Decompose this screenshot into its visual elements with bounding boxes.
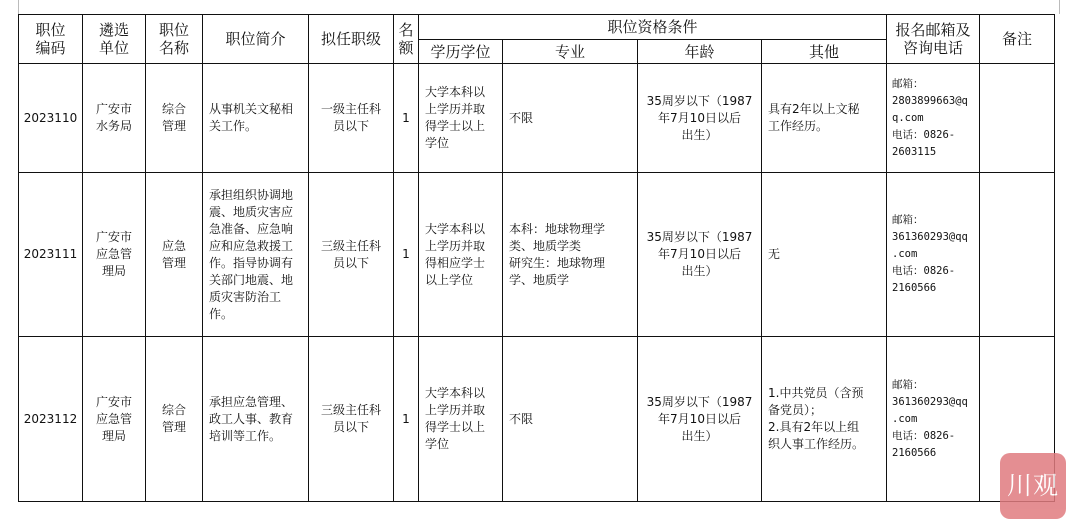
other-cell: 1.中共党员（含预 备党员）； 2.具有2年以上组 织人事工作经历。 [762,337,887,502]
header-selecting-unit: 遴选 单位 [83,15,146,64]
position-name-cell: 应急 管理 [146,173,203,337]
education-cell: 大学本科以 上学历并取 得相应学士 以上学位 [419,173,503,337]
education-cell: 大学本科以 上学历并取 得学士以上 学位 [419,337,503,502]
intro-cell: 承担应急管理、 政工人事、教育 培训等工作。 [203,337,309,502]
header-age: 年龄 [638,40,762,64]
remarks-cell [980,173,1055,337]
table-row [19,337,1055,502]
contact-cell: 邮箱： 361360293@qq .com 电话：0826- 2160566 [887,337,980,502]
major-cell: 本科：地球物理学 类、地质学类 研究生：地球物理 学、地质学 [503,173,638,337]
major-cell: 不限 [503,337,638,502]
rank-cell: 三级主任科 员以下 [309,337,394,502]
rank-cell: 一级主任科 员以下 [309,64,394,173]
chuanguan-watermark-logo: 川观 [1000,453,1066,519]
unit-cell: 广安市 水务局 [83,64,146,173]
quota-cell: 1 [394,337,419,502]
header-position-code: 职位 编码 [19,15,83,64]
rank-cell: 三级主任科 员以下 [309,173,394,337]
header-major: 专业 [503,40,638,64]
header-position-intro: 职位简介 [203,15,309,64]
header-remarks: 备注 [980,15,1055,64]
intro-cell: 从事机关文秘相 关工作。 [203,64,309,173]
other-cell: 具有2年以上文秘 工作经历。 [762,64,887,173]
major-cell: 不限 [503,64,638,173]
table-row [19,64,1055,173]
position-name-cell: 综合 管理 [146,337,203,502]
header-education: 学历学位 [419,40,503,64]
quota-cell: 1 [394,173,419,337]
position-code-cell: 2023112 [19,337,83,502]
recruitment-table [18,14,1055,502]
position-code-cell: 2023110 [19,64,83,173]
position-code-cell: 2023111 [19,173,83,337]
header-other: 其他 [762,40,887,64]
other-cell: 无 [762,173,887,337]
header-qualifications: 职位资格条件 [419,15,887,40]
header-contact: 报名邮箱及 咨询电话 [887,15,980,64]
education-cell: 大学本科以 上学历并取 得学士以上 学位 [419,64,503,173]
age-cell: 35周岁以下（1987 年7月10日以后 出生） [638,337,762,502]
table-row [19,173,1055,337]
remarks-cell [980,64,1055,173]
age-cell: 35周岁以下（1987 年7月10日以后 出生） [638,64,762,173]
header-quota: 名 额 [394,15,419,64]
unit-cell: 广安市 应急管 理局 [83,337,146,502]
contact-cell: 邮箱： 2803899663@q q.com 电话：0826- 2603115 [887,64,980,173]
position-name-cell: 综合 管理 [146,64,203,173]
intro-cell: 承担组织协调地 震、地质灾害应 急准备、应急响 应和应急救援工 作。指导协调有 关部门地震、地 质灾害防治工 作。 [203,173,309,337]
age-cell: 35周岁以下（1987 年7月10日以后 出生） [638,173,762,337]
unit-cell: 广安市 应急管 理局 [83,173,146,337]
header-rank: 拟任职级 [309,15,394,64]
header-position-name: 职位 名称 [146,15,203,64]
contact-cell: 邮箱： 361360293@qq .com 电话：0826- 2160566 [887,173,980,337]
quota-cell: 1 [394,64,419,173]
